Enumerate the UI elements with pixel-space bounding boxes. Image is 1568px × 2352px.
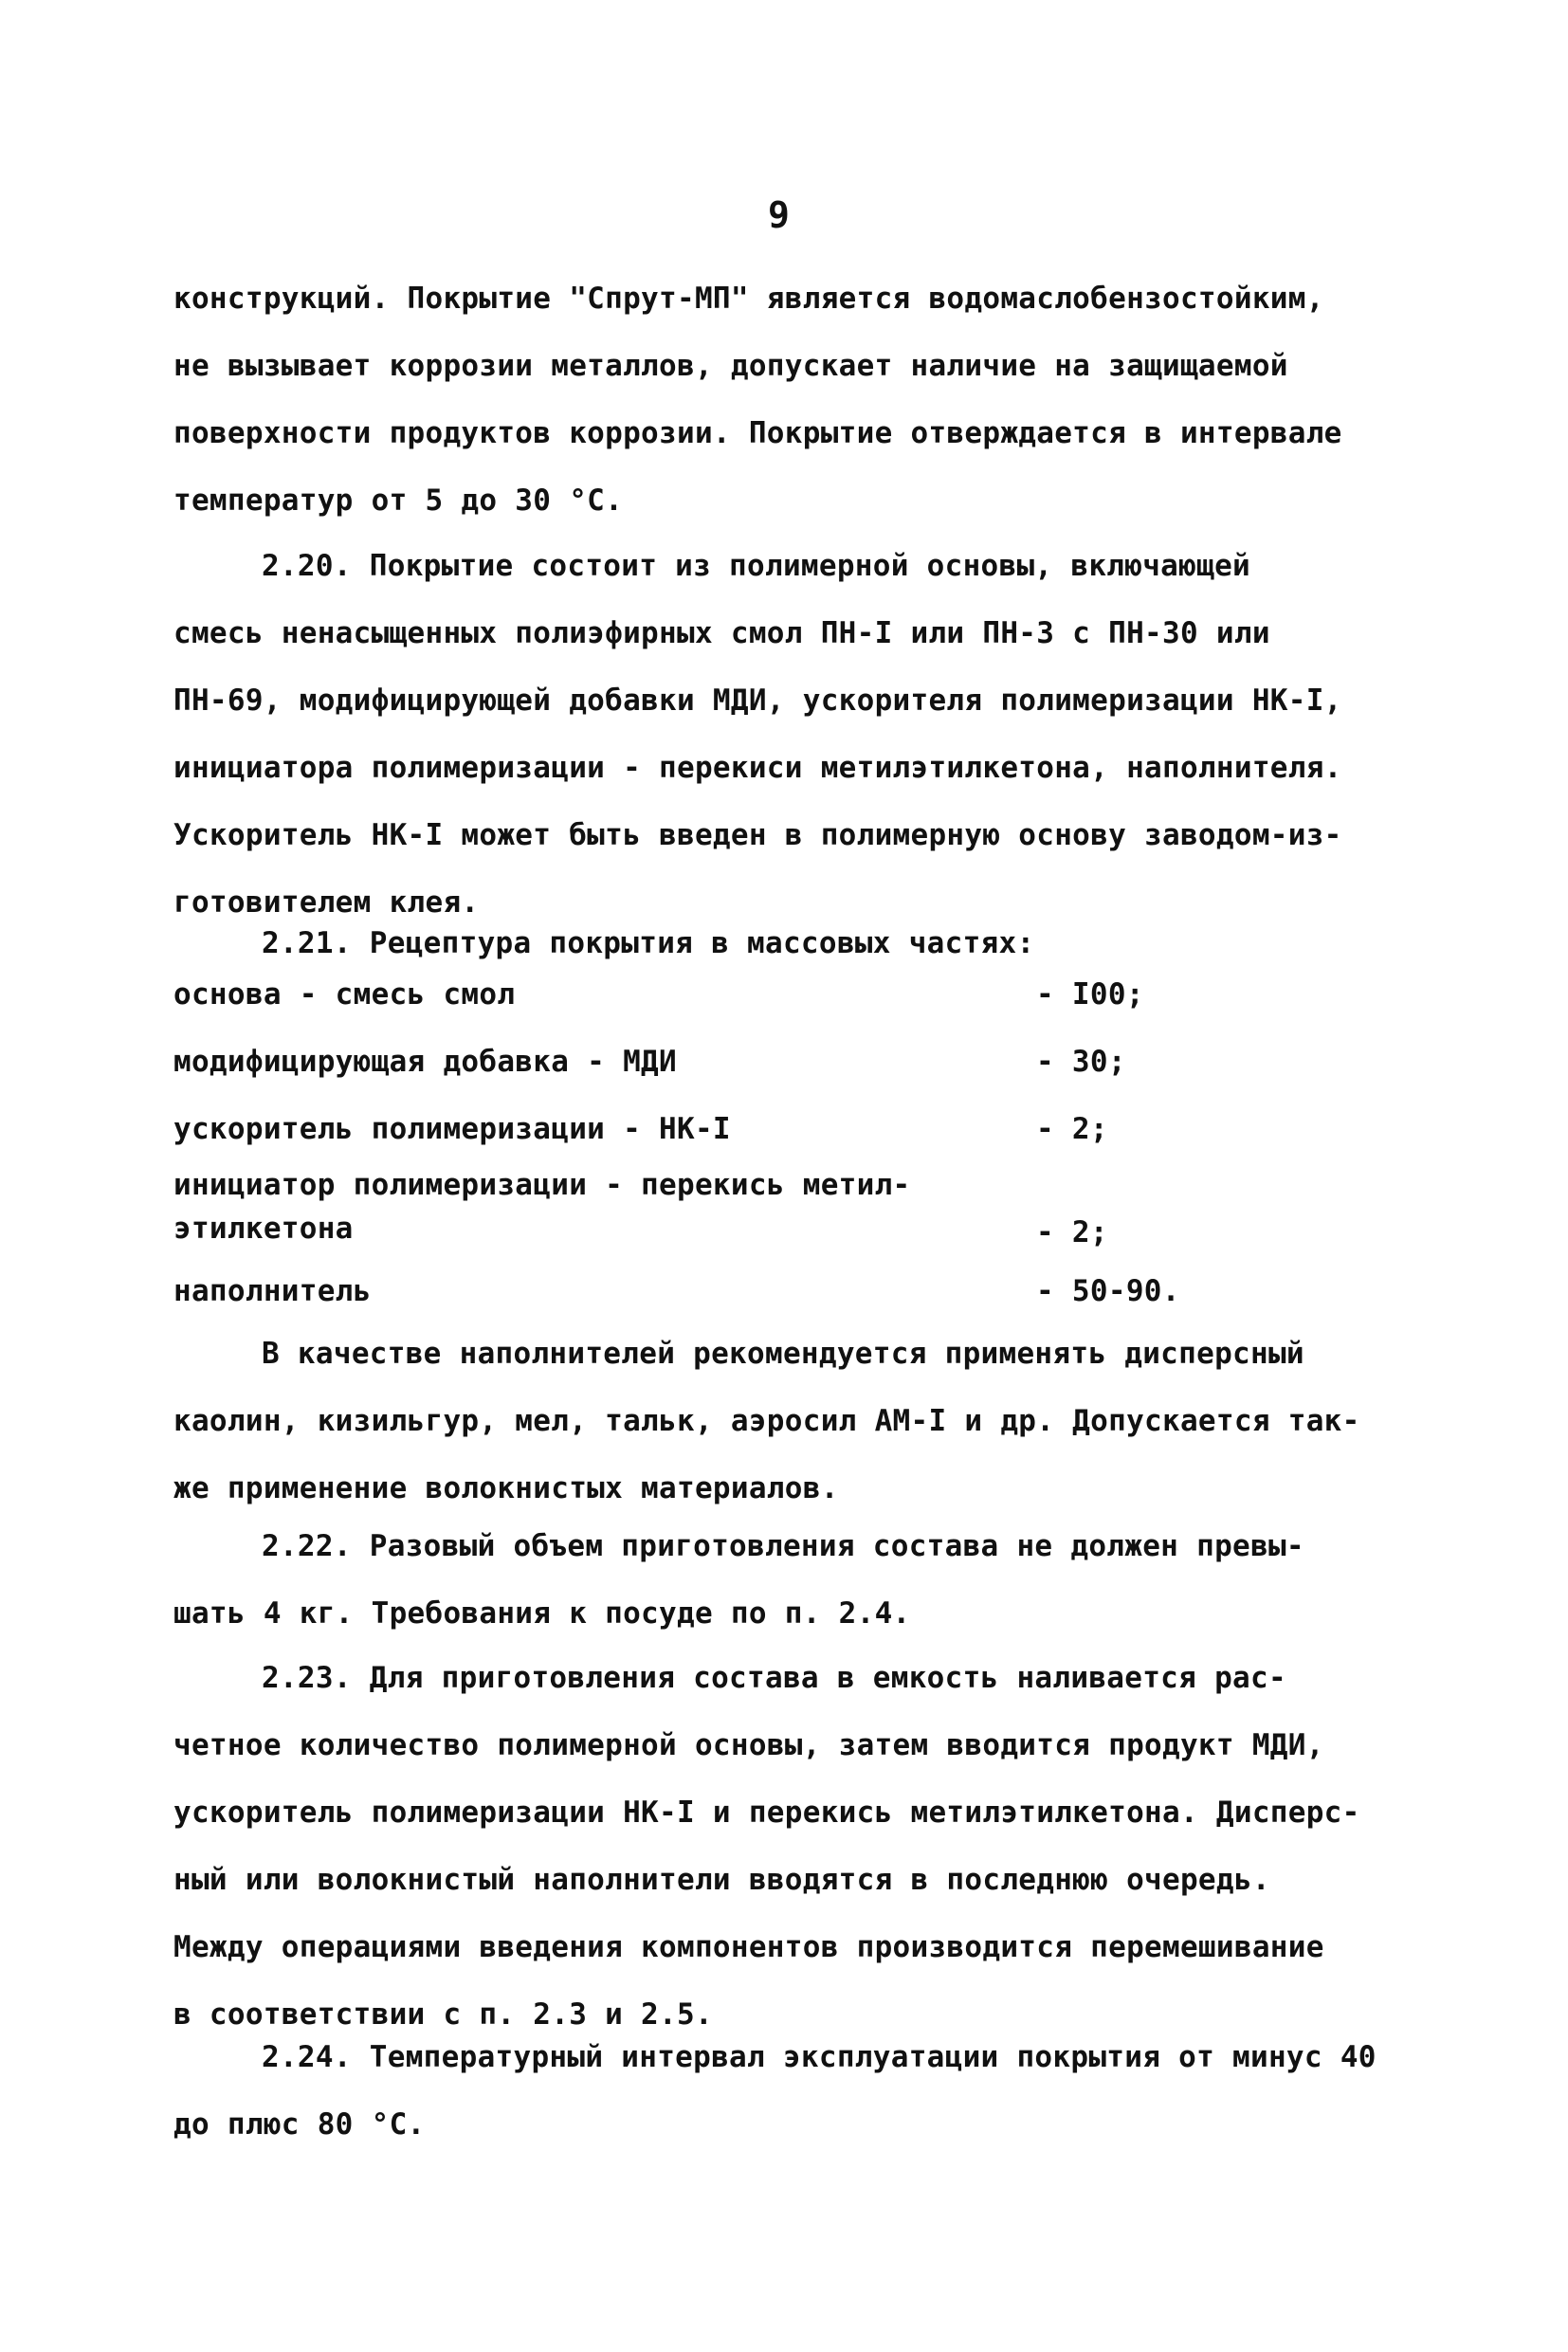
recipe-item bbox=[173, 1163, 1188, 1258]
text-line: 2.22. Разовый объем приготовления состава не должен превы- bbox=[262, 1529, 1304, 1563]
text-line: В качестве наполнителей рекомендуется применять дисперсный bbox=[262, 1337, 1304, 1371]
text-line: 2.20. Покрытие состоит из полимерной основы, включающей bbox=[262, 549, 1250, 583]
recipe-item bbox=[173, 961, 1188, 1029]
recipe-item-name: ускоритель полимеризации - НК-I bbox=[173, 1112, 731, 1146]
paragraph-2-23 bbox=[173, 1645, 1444, 2049]
text-line: смесь ненасыщенных полиэфирных смол ПН-I или ПН-3 с ПН-30 или bbox=[173, 616, 1270, 650]
text-line: ускоритель полимеризации НК-I и перекись метилэтилкетона. Дисперс- bbox=[173, 1796, 1360, 1830]
text-line: конструкций. Покрытие "Спрут-МП" является водомаслобензостойким, bbox=[173, 282, 1324, 316]
recipe-item-name: основа - смесь смол bbox=[173, 977, 516, 1012]
recipe-item-value: - I00; bbox=[1036, 977, 1144, 1012]
recipe-list bbox=[173, 961, 1188, 1325]
text-line: 2.23. Для приготовления состава в емкость наливается рас- bbox=[262, 1661, 1286, 1695]
text-line: инициатора полимеризации - перекиси метилэтилкетона, наполнителя. bbox=[173, 751, 1342, 785]
recipe-item-name bbox=[173, 1163, 911, 1250]
paragraph-fillers bbox=[173, 1321, 1444, 1522]
recipe-item bbox=[173, 1029, 1188, 1096]
text-line: поверхности продуктов коррозии. Покрытие отверждается в интервале bbox=[173, 416, 1342, 450]
text-line: до плюс 80 °С. bbox=[173, 2107, 426, 2142]
text-line: ный или волокнистый наполнители вводятся в последнюю очередь. bbox=[173, 1863, 1270, 1897]
recipe-item-name: модифицирующая добавка - МДИ bbox=[173, 1045, 677, 1079]
text-line: не вызывает коррозии металлов, допускает наличие на защищаемой bbox=[173, 349, 1288, 383]
recipe-item-name-line: этилкетона bbox=[173, 1212, 354, 1246]
recipe-item-value: - 2; bbox=[1036, 1112, 1108, 1146]
paragraph-2-22 bbox=[173, 1513, 1444, 1648]
page-number: 9 bbox=[768, 194, 790, 236]
recipe-item bbox=[173, 1258, 1188, 1325]
text-line: же применение волокнистых материалов. bbox=[173, 1471, 839, 1505]
text-line: готовителем клея. bbox=[173, 885, 480, 920]
text-line: шать 4 кг. Требования к посуде по п. 2.4. bbox=[173, 1596, 911, 1631]
text-line: 2.24. Температурный интервал эксплуатации покрытия от минус 40 bbox=[262, 2040, 1377, 2074]
recipe-item-name: наполнитель bbox=[173, 1274, 372, 1308]
recipe-item-value: - 2; bbox=[1036, 1215, 1108, 1249]
paragraph-coating-properties bbox=[173, 265, 1444, 535]
text-line: температур от 5 до 30 °С. bbox=[173, 483, 624, 518]
paragraph-2-24 bbox=[173, 2024, 1444, 2159]
recipe-item-value: - 50-90. bbox=[1036, 1274, 1180, 1308]
recipe-item-value: - 30; bbox=[1036, 1045, 1126, 1079]
text-line: каолин, кизильгур, мел, тальк, аэросил АМ-I и др. Допускается так- bbox=[173, 1404, 1360, 1438]
text-line: четное количество полимерной основы, затем вводится продукт МДИ, bbox=[173, 1728, 1324, 1762]
text-line: в соответствии с п. 2.3 и 2.5. bbox=[173, 1997, 713, 2032]
recipe-item bbox=[173, 1096, 1188, 1163]
text-line: Ускоритель НК-I может быть введен в полимерную основу заводом-из- bbox=[173, 818, 1342, 852]
recipe-item-name-line: инициатор полимеризации - перекись метил- bbox=[173, 1168, 911, 1202]
text-line: Между операциями введения компонентов производится перемешивание bbox=[173, 1930, 1324, 1964]
recipe-heading: 2.21. Рецептура покрытия в массовых частях: bbox=[262, 926, 1035, 960]
text-line: ПН-69, модифицирующей добавки МДИ, ускорителя полимеризации НК-I, bbox=[173, 684, 1342, 718]
paragraph-2-20 bbox=[173, 533, 1444, 937]
